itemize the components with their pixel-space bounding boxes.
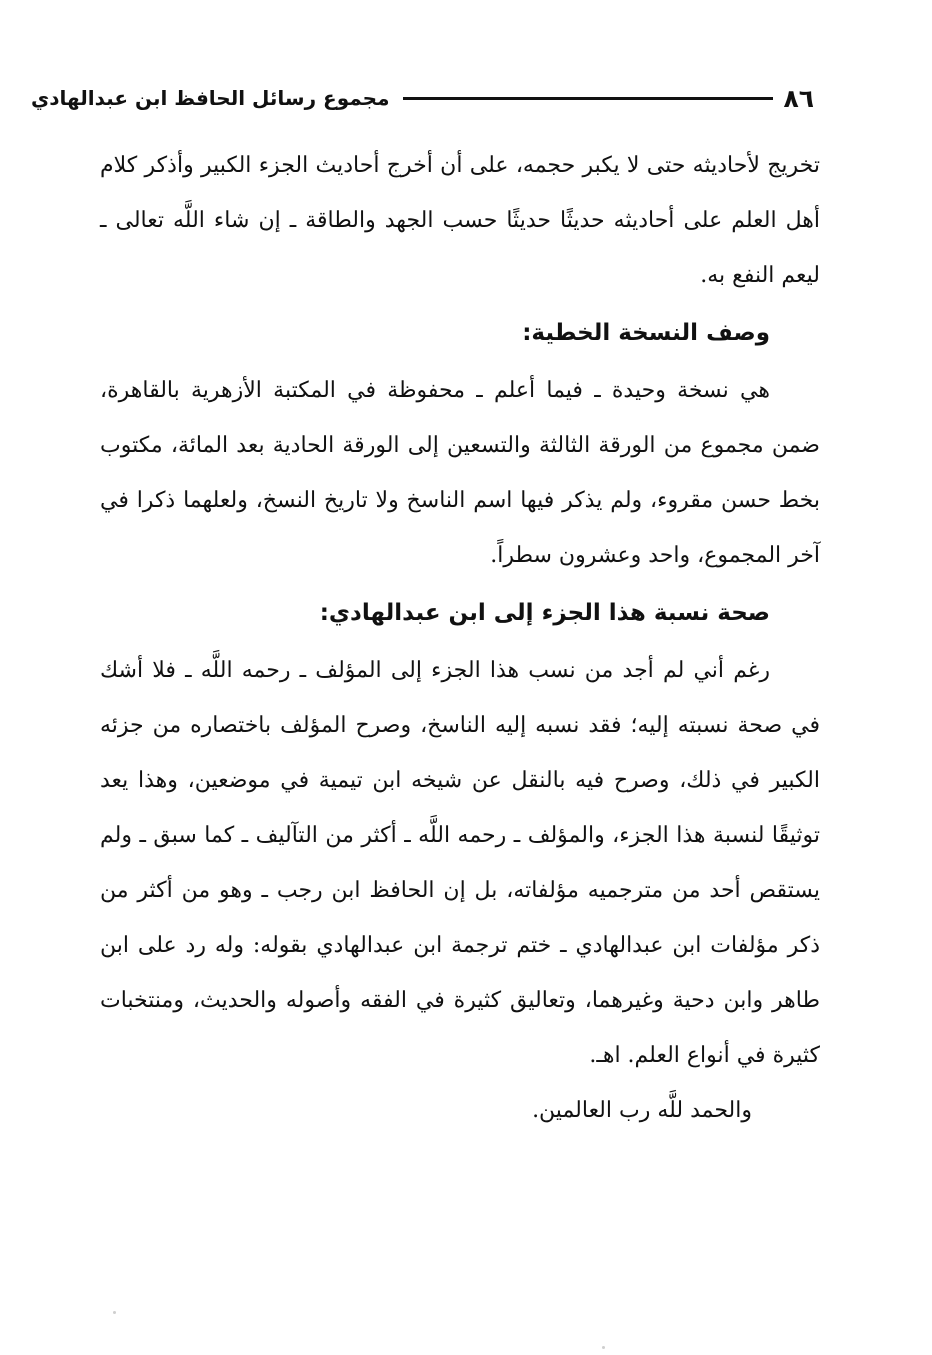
header-rule	[403, 97, 773, 100]
closing-line: والحمد للَّه رب العالمين.	[532, 1098, 752, 1123]
attribution-paragraph: رغم أني لم أجد من نسب هذا الجزء إلى المؤلف ـ رحمه اللَّه ـ فلا أشك في صحة نسبته إليه؛ فقد نسبه إليه الناسخ، وصرح المؤلف باختصاره من جزئه الكبير في ذلك، وصرح فيه بالنقل عن شيخه ابن تيمية في موضعين، وهذا يعد توثيقًا لنسبة هذا الجزء، والمؤلف ـ رحمه اللَّه ـ أكثر من التآليف ـ كما سبق ـ ولم يستقص أحد من مترجميه مؤلفاته، بل إن الحافظ ابن رجب ـ وهو من أكثر من ذكر مؤلفات ابن عبدالهادي ـ ختم ترجمة ابن عبدالهادي بقوله: وله رد على ابن طاهر وابن دحية وغيرهما، وتعاليق كثيرة في الفقه وأصوله والحديث، ومنتخبات كثيرة في أنواع العلم. اهـ.	[100, 658, 820, 1068]
scan-speck	[113, 1311, 116, 1314]
running-title: مجموع رسائل الحافظ ابن عبدالهادي	[30, 86, 390, 110]
page-body	[100, 138, 820, 1138]
manuscript-heading: وصف النسخة الخطية:	[522, 320, 770, 346]
manuscript-paragraph: هي نسخة وحيدة ـ فيما أعلم ـ محفوظة في المكتبة الأزهرية بالقاهرة، ضمن مجموع من الورقة الثالثة والتسعين إلى الورقة الحادية بعد المائة، مكتوب بخط حسن مقروء، ولم يذكر فيها اسم الناسخ ولا تاريخ النسخ، ولعلهما ذكرا في آخر المجموع، واحد وعشرون سطراً.	[100, 378, 820, 568]
attribution-heading: صحة نسبة هذا الجزء إلى ابن عبدالهادي:	[319, 600, 770, 626]
page-header	[30, 78, 814, 118]
scan-speck	[602, 1346, 605, 1349]
page-number: ٨٦	[783, 83, 814, 113]
intro-paragraph: تخريج لأحاديثه حتى لا يكبر حجمه، على أن أخرج أحاديث الجزء الكبير وأذكر كلام أهل العلم على أحاديثه حديثًا حديثًا حسب الجهد والطاقة ـ إن شاء اللَّه تعالى ـ ليعم النفع به.	[100, 153, 820, 288]
